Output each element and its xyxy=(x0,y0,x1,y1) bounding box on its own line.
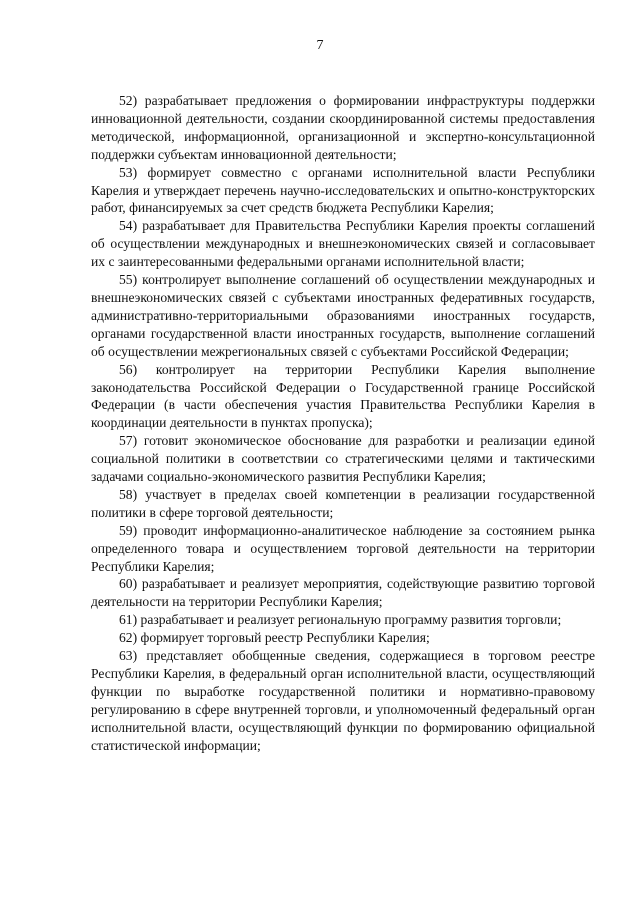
paragraph-61: 61) разрабатывает и реализует региональную программу развития торговли; xyxy=(119,612,562,628)
paragraph-58: 58) участвует в пределах своей компетенции в реализации государственной политики в сфере торговой деятельности; xyxy=(91,486,595,520)
paragraph-62: 62) формирует торговый реестр Республики Карелия; xyxy=(119,630,430,646)
paragraph-56: 56) контролирует на территории Республики Карелия выполнение законодательства Российской Федерации о Государственной границе Российской Федерации (в части обеспечения участия Правительства Республики Карелия в координации деятельности в пунктах пропуска); xyxy=(91,361,595,431)
paragraph-53: 53) формирует совместно с органами исполнительной власти Республики Карелия и утверждает перечень научно-исследовательских и опытно-конструкторских работ, финансируемых за счет средств бюджета Республики Карелия; xyxy=(91,164,595,216)
paragraph-57: 57) готовит экономическое обоснование для разработки и реализации единой социальной политики в соответствии со стратегическими целями и тактическими задачами социально-экономического развития Республики Карелия; xyxy=(91,433,595,485)
paragraph-63: 63) представляет обобщенные сведения, содержащиеся в торговом реестре Республики Карелия, в федеральный орган исполнительной власти, осуществляющий функции по выработке государственной политики и нормативно-правовому регулированию в сфере внутренней торговли, и уполномоченный федеральный орган исполнительной власти, осуществляющий функции по формированию официальной статистической информации; xyxy=(91,648,595,753)
document-body xyxy=(91,92,595,755)
paragraph-59: 59) проводит информационно-аналитическое наблюдение за состоянием рынка определенного товара и осуществлением торговой деятельности на территории Республики Карелия; xyxy=(91,522,595,574)
paragraph-52: 52) разрабатывает предложения о формировании инфраструктуры поддержки инновационной деятельности, создании скоординированной системы предоставления методической, информационной, организационной и экспертно-консультационной поддержки субъектам инновационной деятельности; xyxy=(91,93,595,162)
page-number: 7 xyxy=(316,38,324,53)
paragraph-55: 55) контролирует выполнение соглашений об осуществлении международных и внешнеэкономических связей с субъектами иностранных федеративных государств, административно-территориальными образованиями иностранных государств, органами государственной власти иностранных государств, выполнение соглашений об осуществлении межрегиональных связей с субъектами Российской Федерации; xyxy=(91,272,595,359)
paragraph-54: 54) разрабатывает для Правительства Республики Карелия проекты соглашений об осуществлении международных и внешнеэкономических связей и согласовывает их с заинтересованными федеральными органами исполнительной власти; xyxy=(91,218,595,270)
paragraph-60: 60) разрабатывает и реализует мероприятия, содействующие развитию торговой деятельности на территории Республики Карелия; xyxy=(91,576,595,610)
